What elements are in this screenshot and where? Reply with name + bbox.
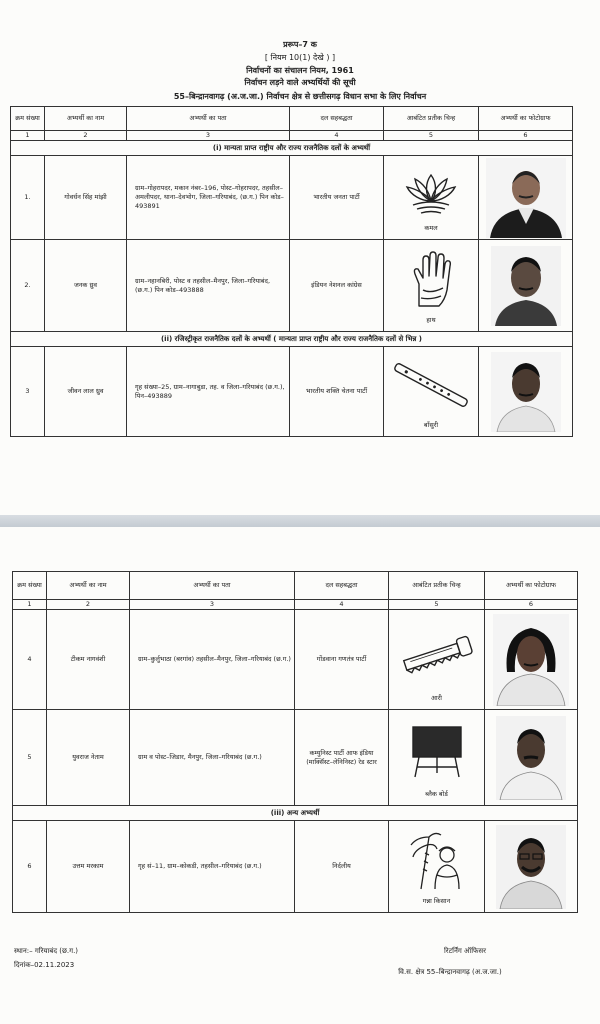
- candidate-address: ग्राम–नहानबिरी, पोस्ट व तहसील–मैनपुर, जिला–गरियाबंद, (छ.ग.) पिन कोड–493888: [127, 240, 290, 332]
- footer-place: स्थान:– गरियाबंद (छ.ग.): [14, 947, 79, 955]
- form-number: प्ररूप–7 क: [283, 40, 317, 49]
- col-number: 4: [295, 600, 389, 610]
- candidate-party: गोंडवाना गणतंत्र पार्टी: [295, 610, 389, 710]
- col-number: 4: [290, 131, 384, 141]
- col-address: अभ्यर्थी का पता: [127, 107, 290, 131]
- candidate-photo-cell: [479, 156, 573, 240]
- symbol-cell: [389, 610, 485, 710]
- symbol-cell: [384, 156, 479, 240]
- document-page-2: [0, 527, 600, 1024]
- candidates-table-page-2: [12, 571, 578, 913]
- returning-officer-title: रिटर्निंग ऑफिसर: [443, 947, 487, 955]
- candidate-name: उत्तम मरकाम: [47, 821, 130, 913]
- table-row: [13, 610, 578, 710]
- symbol-label: ब्लैक बोर्ड: [425, 790, 448, 798]
- col-number: 1: [11, 131, 45, 141]
- candidate-address: ग्राम–गोहरापदर, मकान नंबर–196, पोस्ट–गोहरापदर, तहसील–अमलीपदर, थाना–देवभोग, जिला–गरियाबंद, (छ.ग.) पिन कोड– 493891: [127, 156, 290, 240]
- col-symbol: आबंटित प्रतीक चिन्ह: [384, 107, 479, 131]
- column-number-row: [11, 131, 573, 141]
- table-row: [13, 710, 578, 806]
- symbol-label: हाथ: [426, 316, 436, 324]
- list-title: निर्वाचन लड़ने वाले अभ्यर्थियों की सूची: [244, 78, 356, 87]
- symbol-cell: [389, 821, 485, 913]
- section-row: [11, 141, 573, 156]
- candidate-photo: [486, 158, 566, 238]
- section-row: [11, 332, 573, 347]
- table-header-row: [11, 107, 573, 131]
- hand-icon: [409, 250, 453, 310]
- candidate-serial: 6: [13, 821, 47, 913]
- candidate-party: कम्युनिस्ट पार्टी आफ इंडिया (मार्क्सिस्ट–लेनिनिस्ट) रेड स्टार: [295, 710, 389, 806]
- candidate-address: ग्राम व पोस्ट–जिडार, मैनपुर, जिला–गरियाबंद (छ.ग.): [130, 710, 295, 806]
- candidate-address: गृह संख्या–25, ग्राम–नागाबुडा, तह. व जिला–गरियाबंद (छ.ग.), पिन–493889: [127, 347, 290, 437]
- section-others-heading: (iii) अन्य अभ्यर्थी: [13, 806, 578, 821]
- candidate-photo: [491, 352, 561, 432]
- table-row: [11, 347, 573, 437]
- candidate-serial: 3: [11, 347, 45, 437]
- section-registered-heading: (ii) रजिस्ट्रीकृत राजनैतिक दलों के अभ्यर्थी ( मान्यता प्राप्त राष्ट्रीय और राज्य राजनैतिक दलों से भिन्न ): [11, 332, 573, 347]
- col-serial: क्रम संख्या: [13, 572, 47, 600]
- blackboard-icon: [407, 723, 467, 779]
- table-row: [13, 821, 578, 913]
- column-number-row: [13, 600, 578, 610]
- returning-officer-constituency: वि.स. क्षेत्र 55–बिन्द्रानवागढ़ (अ.ज.जा.): [398, 968, 502, 976]
- symbol-cell: [389, 710, 485, 806]
- col-symbol: आबंटित प्रतीक चिन्ह: [389, 572, 485, 600]
- symbol-label: कमल: [424, 224, 438, 232]
- saw-icon: [399, 628, 475, 678]
- col-number: 1: [13, 600, 47, 610]
- lotus-icon: [403, 169, 459, 219]
- candidate-party: भारतीय जनता पार्टी: [290, 156, 384, 240]
- candidate-name: जीवन लाल ध्रुव: [45, 347, 127, 437]
- col-number: 3: [130, 600, 295, 610]
- col-party: दल सहबद्धता: [290, 107, 384, 131]
- col-name: अभ्यर्थी का नाम: [45, 107, 127, 131]
- symbol-cell: [384, 240, 479, 332]
- col-number: 6: [485, 600, 578, 610]
- col-photo: अभ्यर्थी का फोटोग्राफ: [479, 107, 573, 131]
- table-row: [11, 156, 573, 240]
- candidate-party: निर्दलीय: [295, 821, 389, 913]
- symbol-label: गन्ना किसान: [422, 897, 451, 905]
- candidate-address: गृह सं–11, ग्राम–कोकडी, तहसील–गरियाबंद (छ.ग.): [130, 821, 295, 913]
- col-number: 3: [127, 131, 290, 141]
- candidate-photo-cell: [485, 710, 578, 806]
- table-row: [11, 240, 573, 332]
- candidate-photo: [493, 614, 569, 706]
- candidate-name: जनक ध्रुव: [45, 240, 127, 332]
- candidate-address: ग्राम–कुर्लुभाठा (बरगांव) तहसील–मैनपुर, जिला–गरियाबंद (छ.ग.): [130, 610, 295, 710]
- flute-icon: [389, 360, 473, 410]
- candidate-serial: 2.: [11, 240, 45, 332]
- candidate-name: टीकम नागवंशी: [47, 610, 130, 710]
- rule-reference: [ नियम 10(1) देखे ) ]: [264, 53, 336, 62]
- symbol-label: बाँसुरी: [423, 421, 439, 429]
- col-number: 5: [389, 600, 485, 610]
- candidate-name: युवराज नेताम: [47, 710, 130, 806]
- col-photo: अभ्यर्थी का फोटोग्राफ: [485, 572, 578, 600]
- page-separator: [0, 515, 600, 527]
- candidate-party: भारतीय शक्ति चेतना पार्टी: [290, 347, 384, 437]
- col-number: 2: [47, 600, 130, 610]
- candidate-serial: 5: [13, 710, 47, 806]
- table-header-row: [13, 572, 578, 600]
- candidate-photo: [496, 716, 566, 800]
- col-name: अभ्यर्थी का नाम: [47, 572, 130, 600]
- candidate-photo-cell: [485, 610, 578, 710]
- rules-title: निर्वाचनों का संचालन नियम, 1961: [246, 66, 354, 75]
- candidate-name: गोवर्धन सिंह मांझी: [45, 156, 127, 240]
- col-address: अभ्यर्थी का पता: [130, 572, 295, 600]
- candidate-serial: 1.: [11, 156, 45, 240]
- candidate-photo: [496, 825, 566, 909]
- col-serial: क्रम संख्या: [11, 107, 45, 131]
- col-number: 2: [45, 131, 127, 141]
- symbol-label: आरी: [431, 694, 442, 702]
- candidates-table-page-1: [10, 106, 573, 437]
- candidate-photo-cell: [479, 347, 573, 437]
- col-number: 5: [384, 131, 479, 141]
- section-recognised-heading: (i) मान्यता प्राप्त राष्ट्रीय और राज्य राजनैतिक दलों के अभ्यर्थी: [11, 141, 573, 156]
- candidate-photo: [491, 246, 561, 326]
- col-number: 6: [479, 131, 573, 141]
- candidate-photo-cell: [479, 240, 573, 332]
- col-party: दल सहबद्धता: [295, 572, 389, 600]
- candidate-photo-cell: [485, 821, 578, 913]
- section-row: [13, 806, 578, 821]
- candidate-party: इंडियन नेशनल कांग्रेस: [290, 240, 384, 332]
- footer-date: दिनांक–02.11.2023: [14, 961, 75, 969]
- constituency-line: 55–बिन्द्रानवागढ़ (अ.ज.जा.) निर्वाचन क्षेत्र से छत्तीसगढ़ विधान सभा के लिए निर्वाचन: [173, 92, 427, 101]
- candidate-serial: 4: [13, 610, 47, 710]
- symbol-cell: [384, 347, 479, 437]
- sugarcane-farmer-icon: [407, 831, 467, 891]
